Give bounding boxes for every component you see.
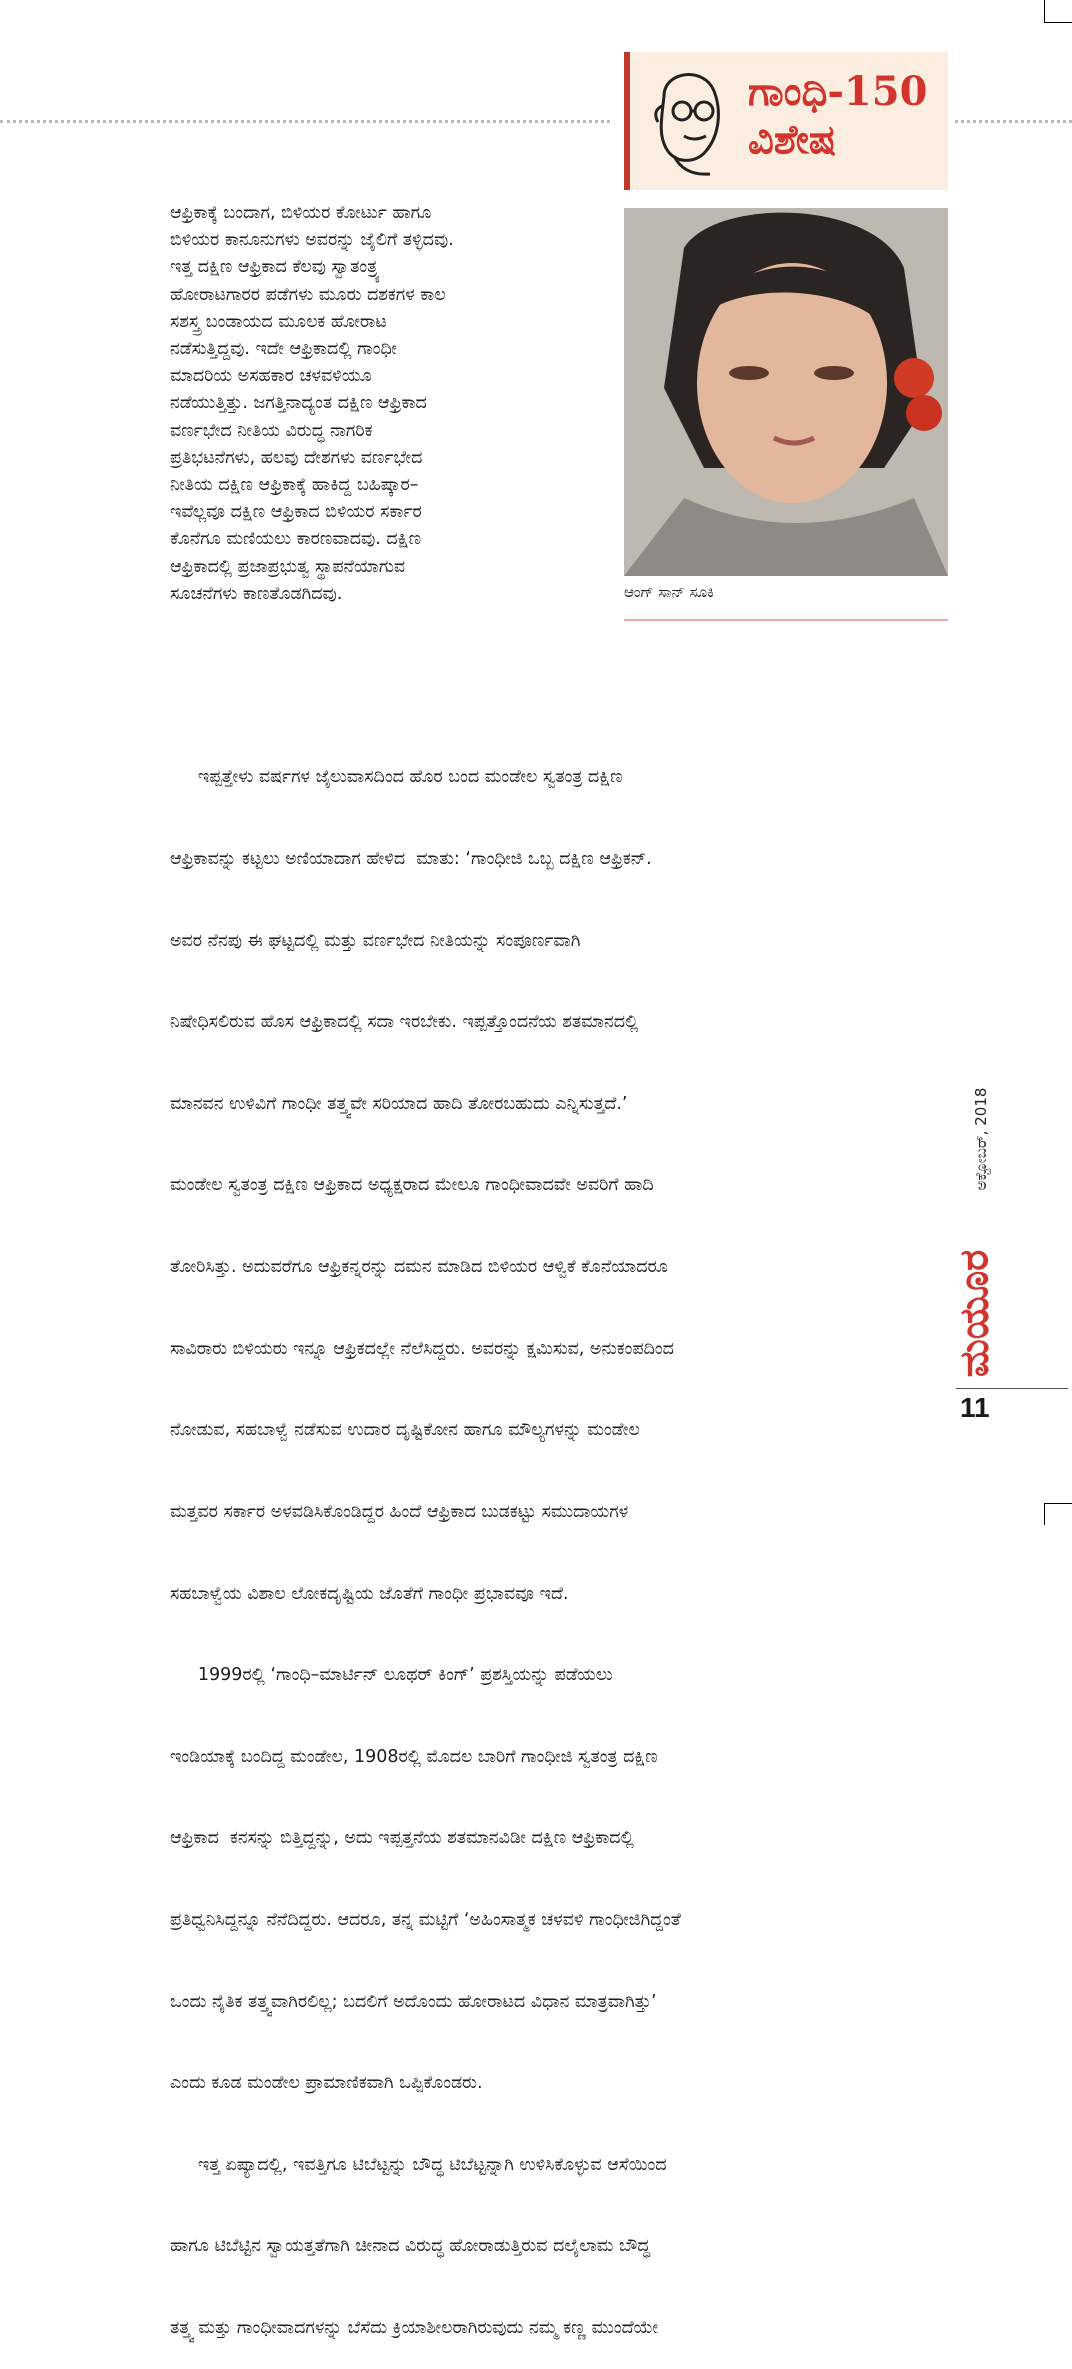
text-line: ಸಹಬಾಳ್ವೆಯ ವಿಶಾಲ ಲೋಕದೃಷ್ಟಿಯ ಜೊತೆಗೆ ಗಾಂಧೀ ಪ್ರಭಾವವೂ ಇದೆ. (170, 1583, 569, 1604)
text-line: ಸೂಚನೆಗಳು ಕಾಣತೊಡಗಿದವು. (170, 583, 343, 604)
text-line: ಬಿಳಿಯರ ಕಾನೂನುಗಳು ಅವರನ್ನು ಜೈಲಿಗೆ ತಳ್ಳಿದವು. (170, 230, 454, 251)
text-line: ಅವರ ನೆನಪು ಈ ಘಟ್ಟದಲ್ಲಿ ಮತ್ತು ವರ್ಣಭೇದ ನೀತಿಯನ್ನು ಸಂಪೂರ್ಣವಾಗಿ (170, 930, 581, 951)
text-line: ಮಾದರಿಯ ಅಸಹಕಾರ ಚಳವಳಿಯೂ (170, 366, 372, 387)
text-line: ಇತ್ತ ದಕ್ಷಿಣ ಆಫ್ರಿಕಾದ ಕೆಲವು ಸ್ವಾತಂತ್ರ್ಯ (170, 257, 381, 278)
text-line: ನಡೆಯುತ್ತಿತ್ತು. ಜಗತ್ತಿನಾದ್ಯಂತ ದಕ್ಷಿಣ ಆಫ್ರಿಕಾದ (170, 393, 427, 414)
page-number: 11 (960, 1392, 990, 1423)
text-line: ಮಾನವನ ಉಳಿವಿಗೆ ಗಾಂಧೀ ತತ್ತ್ವವೇ ಸರಿಯಾದ ಹಾದಿ ತೋರಬಹುದು ಎನ್ನಿಸುತ್ತದೆ.’ (170, 1093, 628, 1114)
crop-mark (1044, 0, 1045, 22)
magazine-name: ಮಯೂರ (950, 1249, 998, 1378)
crop-mark (1044, 1503, 1045, 1525)
crop-mark (1044, 1503, 1072, 1504)
series-subtitle: ವಿಶೇಷ (748, 116, 837, 163)
text-line: ಆಫ್ರಿಕಾವನ್ನು ಕಟ್ಟಲು ಅಣಿಯಾದಾಗ ಹೇಳಿದ ಮಾತು: ‘ಗಾಂಧೀಜಿ ಒಬ್ಬ ದಕ್ಷಿಣ ಆಫ್ರಿಕನ್. (170, 849, 652, 870)
text-line: ನೋಡುವ, ಸಹಬಾಳ್ವೆ ನಡೆಸುವ ಉದಾರ ದೃಷ್ಟಿಕೋನ ಹಾಗೂ ಮೌಲ್ಯಗಳನ್ನು ಮಂಡೇಲ (170, 1420, 640, 1441)
text-line: ಮಂಡೇಲ ಸ್ವತಂತ್ರ ದಕ್ಷಿಣ ಆಫ್ರಿಕಾದ ಅಧ್ಯಕ್ಷರಾದ ಮೇಲೂ ಗಾಂಧೀವಾದವೇ ಅವರಿಗೆ ಹಾದಿ (170, 1175, 654, 1196)
text-line: ಆಫ್ರಿಕಾದ ಕನಸನ್ನು ಬಿತ್ತಿದ್ದನ್ನು, ಅದು ಇಪ್ಪತ್ತನೆಯ ಶತಮಾನವಿಡೀ ದಕ್ಷಿಣ ಆಫ್ರಿಕಾದಲ್ಲಿ (170, 1828, 634, 1849)
portrait-photo (624, 208, 948, 576)
series-banner (624, 52, 948, 190)
text-line: ಪ್ರತಿಧ್ವನಿಸಿದ್ದನ್ನೂ ನೆನೆದಿದ್ದರು. ಆದರೂ, ತನ್ನ ಮಟ್ಟಿಗೆ ‘ಅಹಿಂಸಾತ್ಮಕ ಚಳವಳಿ ಗಾಂಧೀಜಿಗಿದ್ದಂತೆ (170, 1909, 681, 1930)
text-line: ಇತ್ತ ಏಷ್ಯಾದಲ್ಲಿ, ಇವತ್ತಿಗೂ ಟಿಬೆಟ್ಟನ್ನು ಬೌದ್ಧ ಟಿಬೆಟ್ಟನ್ನಾಗಿ ಉಳಿಸಿಕೊಳ್ಳುವ ಆಸೆಯಿಂದ (170, 2154, 667, 2175)
text-line: ಆಫ್ರಿಕಾದಲ್ಲಿ ಪ್ರಜಾಪ್ರಭುತ್ವ ಸ್ಥಾಪನೆಯಾಗುವ (170, 556, 406, 577)
crop-mark (1044, 22, 1072, 23)
text-line: ಪ್ರತಿಭಟನೆಗಳು, ಹಲವು ದೇಶಗಳು ವರ್ಣಭೇದ (170, 447, 423, 468)
text-line: ನೀತಿಯ ದಕ್ಷಿಣ ಆಫ್ರಿಕಾಕ್ಕೆ ಹಾಕಿದ್ದ ಬಹಿಷ್ಕಾರ– (170, 475, 419, 496)
magazine-brand (946, 1080, 1006, 1410)
text-line: ಹೋರಾಟಗಾರರ ಪಡೆಗಳು ಮೂರು ದಶಕಗಳ ಕಾಲ (170, 284, 446, 305)
text-line: ಹಾಗೂ ಟಿಬೆಟ್ಟಿನ ಸ್ವಾಯತ್ತತೆಗಾಗಿ ಚೀನಾದ ವಿರುದ್ಧ ಹೋರಾಡುತ್ತಿರುವ ದಲೈಲಾಮ ಬೌದ್ಧ (170, 2236, 651, 2257)
text-line: ತತ್ತ್ವ ಮತ್ತು ಗಾಂಧೀವಾದಗಳನ್ನು ಬೆಸೆದು ಕ್ರಿಯಾಶೀಲರಾಗಿರುವುದು ನಮ್ಮ ಕಣ್ಣ ಮುಂದೆಯೇ (170, 2317, 659, 2338)
text-line: ಇವೆಲ್ಲವೂ ದಕ್ಷಿಣ ಆಫ್ರಿಕಾದ ಬಿಳಿಯರ ಸರ್ಕಾರ (170, 502, 422, 523)
text-line: ಎಂದು ಕೂಡ ಮಂಡೇಲ ಪ್ರಾಮಾಣಿಕವಾಗಿ ಒಪ್ಪಿಕೊಂಡರು. (170, 2073, 483, 2094)
text-line: ನಿಷೇಧಿಸಲಿರುವ ಹೊಸ ಆಫ್ರಿಕಾದಲ್ಲಿ ಸದಾ ಇರಬೇಕು. ಇಪ್ಪತ್ತೊಂದನೆಯ ಶತಮಾನದಲ್ಲಿ (170, 1012, 639, 1033)
portrait-illustration (624, 208, 948, 576)
text-line: ಮತ್ತವರ ಸರ್ಕಾರ ಅಳವಡಿಸಿಕೊಂಡಿದ್ದರ ಹಿಂದೆ ಆಫ್ರಿಕಾದ ಬುಡಕಟ್ಟು ಸಮುದಾಯಗಳ (170, 1501, 629, 1522)
text-line: ಇಪ್ಪತ್ತೇಳು ವರ್ಷಗಳ ಜೈಲುವಾಸದಿಂದ ಹೊರ ಬಂದ ಮಂಡೇಲ ಸ್ವತಂತ್ರ ದಕ್ಷಿಣ (170, 767, 623, 788)
article-column-text (170, 200, 454, 608)
page-number-rule (956, 1388, 1068, 1389)
text-line: ವರ್ಣಭೇದ ನೀತಿಯ ವಿರುದ್ಧ ನಾಗರಿಕ (170, 420, 373, 441)
text-line: ಸಶಸ್ತ್ರ ಬಂಡಾಯದ ಮೂಲಕ ಹೋರಾಟ (170, 311, 387, 332)
photo-caption: ಆಂಗ್ ಸಾನ್ ಸೂಕಿ (624, 583, 715, 601)
text-line: 1999ರಲ್ಲಿ ‘ಗಾಂಧಿ–ಮಾರ್ಟಿನ್ ಲೂಥರ್ ಕಿಂಗ್’ ಪ್ರಶಸ್ತಿಯನ್ನು ಪಡೆಯಲು (170, 1665, 613, 1686)
article-full-text (170, 710, 681, 2369)
text-line: ತೋರಿಸಿತ್ತು. ಅದುವರೆಗೂ ಆಫ್ರಿಕನ್ನರನ್ನು ದಮನ ಮಾಡಿದ ಬಿಳಿಯರ ಆಳ್ವಿಕೆ ಕೊನೆಯಾದರೂ (170, 1257, 668, 1278)
text-line: ಸಾವಿರಾರು ಬಿಳಿಯರು ಇನ್ನೂ ಆಫ್ರಿಕದಲ್ಲೇ ನೆಲೆಸಿದ್ದರು. ಅವರನ್ನು ಕ್ಷಮಿಸುವ, ಅನುಕಂಪದಿಂದ (170, 1338, 674, 1359)
header-dotted-rule-left (0, 120, 610, 123)
text-line: ನಡೆಸುತ್ತಿದ್ದವು. ಇದೇ ಆಫ್ರಿಕಾದಲ್ಲಿ ಗಾಂಧೀ (170, 339, 397, 360)
text-line: ಕೊನೆಗೂ ಮಣಿಯಲು ಕಾರಣವಾದವು. ದಕ್ಷಿಣ (170, 529, 422, 550)
caption-rule (624, 619, 948, 621)
text-line: ಒಂದು ನೈತಿಕ ತತ್ತ್ವವಾಗಿರಲಿಲ್ಲ; ಬದಲಿಗೆ ಅದೊಂದು ಹೋರಾಟದ ವಿಧಾನ ಮಾತ್ರವಾಗಿತ್ತು’ (170, 1991, 657, 2012)
text-line: ಆಫ್ರಿಕಾಕ್ಕೆ ಬಂದಾಗ, ಬಿಳಿಯರ ಕೋರ್ಟು ಹಾಗೂ (170, 203, 432, 223)
text-line: ಇಂಡಿಯಾಕ್ಕೆ ಬಂದಿದ್ದ ಮಂಡೇಲ, 1908ರಲ್ಲಿ ಮೊದಲ ಬಾರಿಗೆ ಗಾಂಧೀಜಿ ಸ್ವತಂತ್ರ ದಕ್ಷಿಣ (170, 1746, 658, 1767)
gandhi-portrait-icon (634, 56, 744, 186)
series-title: ಗಾಂಧಿ-150 (748, 68, 928, 115)
header-dotted-rule-right (955, 120, 1072, 123)
issue-date: ಅಕ್ಟೋಬರ್, 2018 (972, 1087, 990, 1191)
